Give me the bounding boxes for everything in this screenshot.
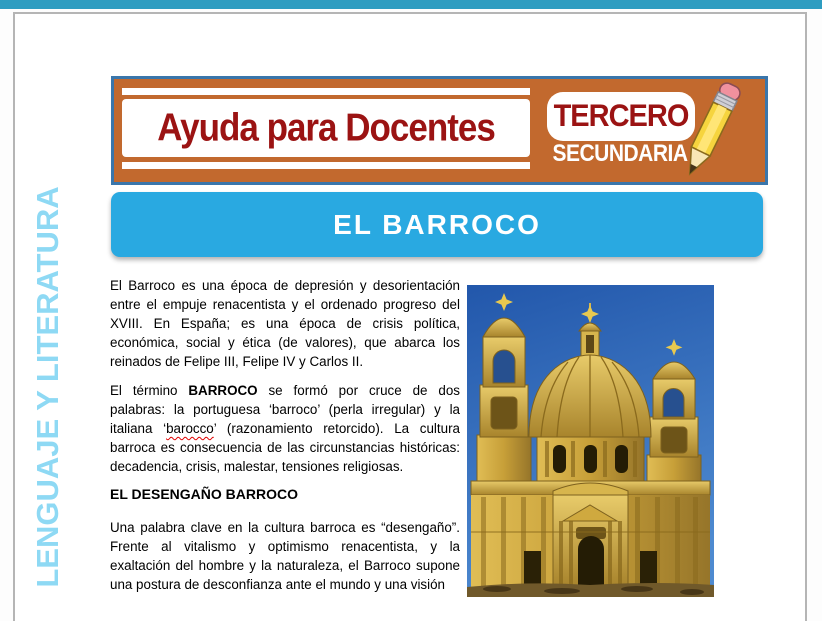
banner-stripe-bottom	[122, 162, 530, 169]
banner-stripe-top	[122, 88, 530, 95]
top-accent-bar	[0, 0, 822, 9]
p2-text-3: ’ (razonamiento retorcido). La cultura barroca es consecuencia de las circunstancias históricas: decadencia, crisis, malestar, tensiones religiosas.	[110, 421, 460, 474]
paragraph-desengano: Una palabra clave en la cultura barroca es “desengaño”. Frente al vitalismo y optimismo renacentista, y la exaltación del hombre y la naturaleza, el Barroco supone una postura de desconfianza ante el mundo y una visión	[110, 520, 460, 592]
grade-label: TERCERO	[553, 98, 689, 134]
baroque-church-photo	[467, 285, 714, 597]
title-banner	[111, 192, 763, 257]
misspelled-word-barocco: barocco	[166, 421, 214, 436]
header-banner	[111, 76, 768, 185]
brand-wordmark: Ayuda para Docentes	[157, 105, 495, 150]
brand-box	[122, 99, 530, 157]
article	[110, 276, 714, 597]
p2-text-2: se formó por cruce de dos palabras: la portuguesa ‘barroco’ (perla irregular) y la italiana ‘	[110, 383, 461, 436]
section-heading-desengano: EL DESENGAÑO BARROCO	[110, 486, 298, 502]
grade-badge	[547, 92, 695, 141]
p2-text-1: El término	[110, 383, 189, 398]
subject-vertical-label: LENGUAJE Y LITERATURA	[30, 186, 65, 588]
stage-label: SECUNDARIA	[552, 140, 688, 167]
page-title: EL BARROCO	[333, 208, 541, 240]
bold-term-barroco: BARROCO	[188, 383, 258, 398]
church-facade-illustration	[467, 285, 714, 597]
paragraph-intro: El Barroco es una época de depresión y desorientación entre el empuje renacentista y el ordenado progreso del XVIII. En España; es una época de crisis política, económica, social y ética (de valores), que abarca los reinados de Felipe III, Felipe IV y Carlos II.	[110, 278, 460, 369]
